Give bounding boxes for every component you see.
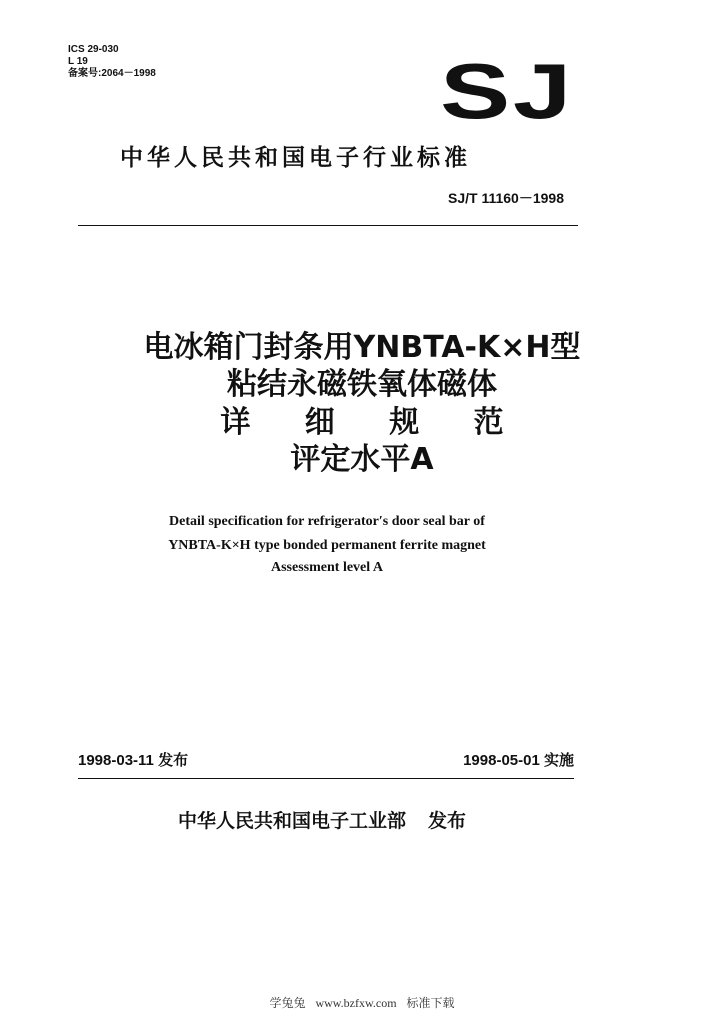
issuer-name: 中华人民共和国电子工业部	[178, 810, 407, 832]
title-line-2: 粘结永磁铁氧体磁体	[227, 367, 497, 402]
classification-code: L 19	[68, 56, 88, 67]
effective-date: 1998-05-01 实施	[463, 752, 574, 769]
english-title-line-3: Assessment level A	[271, 560, 383, 575]
issuer-action: 发布	[428, 810, 467, 832]
standard-number: SJ/T 11160－1998	[448, 190, 564, 206]
title-line-4: 评定水平A	[290, 442, 434, 477]
english-title-line-1: Detail specification for refrigerator′s door seal bar of	[169, 514, 485, 529]
standard-organization-title: 中华人民共和国电子行业标准	[120, 145, 471, 171]
issuing-authority	[178, 806, 466, 833]
footer-site-name: 学兔兔	[269, 996, 306, 1010]
title-line-3: 详 细 规 范	[220, 405, 526, 440]
site-footer	[0, 994, 724, 1011]
sj-logo: SJ	[440, 47, 575, 135]
ics-code: ICS 29-030	[68, 44, 119, 55]
record-number: 备案号:2064－1998	[68, 68, 156, 79]
title-line-1: 电冰箱门封条用YNBTA-K×H型	[143, 330, 581, 365]
footer-url[interactable]: www.bzfxw.com	[315, 996, 397, 1010]
english-title-line-2: YNBTA-K×H type bonded permanent ferrite magnet	[168, 538, 486, 553]
footer-divider	[78, 778, 574, 779]
issue-date: 1998-03-11 发布	[78, 752, 189, 769]
header-divider	[78, 225, 578, 226]
footer-tagline: 标准下载	[406, 996, 455, 1010]
